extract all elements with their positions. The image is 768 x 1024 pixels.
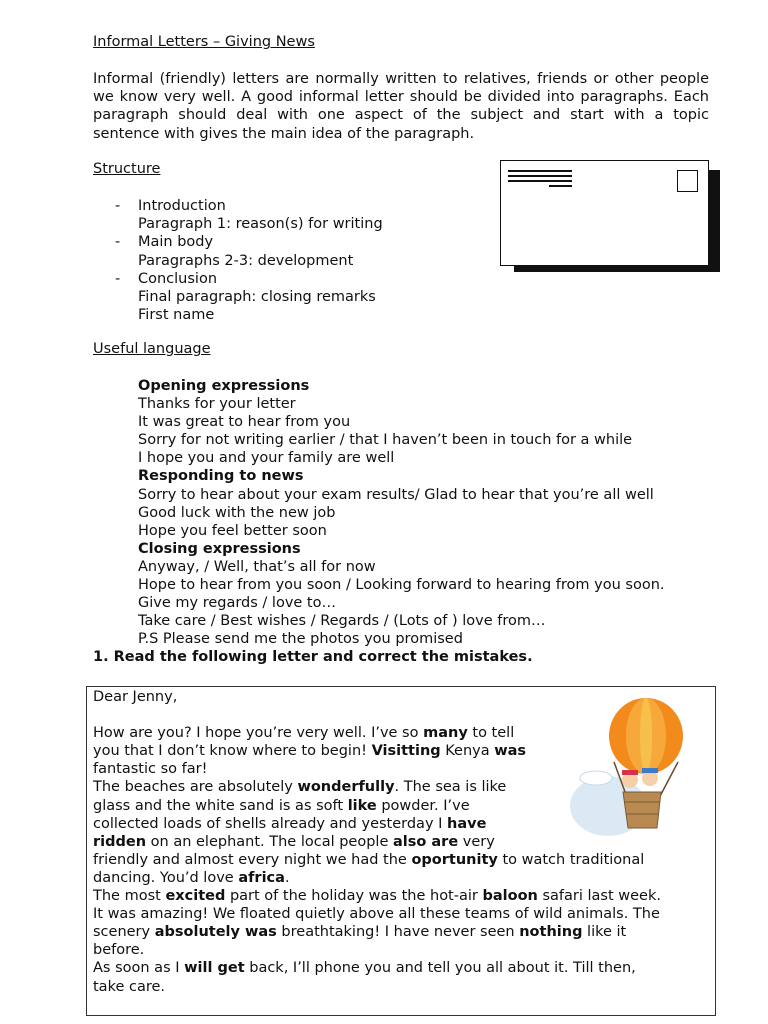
letter-greeting: Dear Jenny, (93, 689, 178, 705)
letter-text: to tell (467, 725, 515, 742)
letter-text: scenery (93, 924, 155, 941)
letter-mistake: will get (184, 960, 245, 977)
letter-mistake: have (447, 815, 487, 832)
letter-text: very (458, 833, 495, 850)
task-instruction: 1. Read the following letter and correct the mistakes. (93, 649, 533, 665)
phrase: Sorry for not writing earlier / that I haven’t been in touch for a while (138, 432, 633, 449)
letter-text: like it (582, 924, 627, 941)
intro-paragraph: Informal (friendly) letters are normally written to relatives, friends or other people we know very well. A good informal letter should be divided into paragraphs. Each paragraph should deal with one aspect of the subject and start with a topic sentence with gives the main idea of the paragraph. (93, 71, 709, 142)
phrase: Good luck with the new job (138, 504, 336, 521)
useful-phrases (138, 377, 665, 648)
letter-text: friendly and almost every night we had the (93, 851, 412, 868)
phrase: Sorry to hear about your exam results/ Glad to hear that you’re all well (138, 486, 654, 503)
phrase: Give my regards / love to… (138, 595, 336, 612)
letter-text: fantastic so far! (93, 761, 208, 778)
letter-mistake: nothing (519, 924, 583, 941)
letter-text: breathtaking! I have never seen (276, 924, 520, 941)
phrase: Hope to hear from you soon / Looking forward to hearing from you soon. (138, 577, 665, 594)
stamp-icon (677, 170, 698, 192)
letter-mistake: absolutely was (154, 924, 277, 941)
letter-line (93, 905, 711, 923)
letter-text: powder. I’ve (376, 797, 470, 814)
envelope-illustration (500, 160, 709, 266)
letter-line (93, 923, 711, 941)
letter-text: on an elephant. The local people (146, 833, 393, 850)
letter-text: As soon as I (93, 960, 185, 977)
letter-mistake: oportunity (411, 851, 498, 868)
letter-text: Kenya (440, 743, 495, 760)
letter-text: glass and the white sand is as soft (93, 797, 348, 814)
letter-mistake: africa (238, 869, 285, 886)
page-title: Informal Letters – Giving News (93, 34, 315, 50)
phrase: Anyway, / Well, that’s all for now (138, 558, 376, 575)
letter-mistake: many (423, 725, 468, 742)
letter-mistake: also are (393, 833, 459, 850)
letter-line (93, 869, 711, 887)
letter-text: part of the holiday was the hot-air (225, 888, 483, 905)
opening-heading: Opening expressions (138, 378, 310, 394)
letter-text: . (284, 869, 290, 886)
letter-text: back, I’ll phone you and tell you all about it. Till then, (244, 960, 636, 977)
letter-line (93, 978, 711, 996)
letter-mistake: baloon (482, 888, 538, 905)
hot-air-balloon-illustration (566, 696, 706, 844)
letter-text: dancing. You’d love (93, 869, 239, 886)
letter-line (93, 887, 711, 905)
phrase: Thanks for your letter (138, 396, 296, 413)
letter-text: The most (93, 888, 166, 905)
responding-heading: Responding to news (138, 468, 304, 485)
phrase: P.S Please send me the photos you promised (138, 631, 463, 648)
letter-text: to watch traditional (497, 851, 645, 868)
letter-text: before. (93, 942, 145, 959)
letter-text: How are you? I hope you’re very well. I’ve so (93, 725, 424, 742)
letter-text: The beaches are absolutely (93, 779, 298, 796)
letter-mistake: wonderfully (297, 779, 395, 796)
useful-language-heading: Useful language (93, 341, 211, 357)
letter-text: It was amazing! We floated quietly above all these teams of wild animals. The (93, 906, 660, 923)
letter-text: . The sea is like (394, 779, 507, 796)
letter-text: you that I don’t know where to begin! (93, 743, 372, 760)
phrase: It was great to hear from you (138, 414, 351, 431)
structure-heading: Structure (93, 161, 161, 177)
letter-mistake: like (347, 797, 377, 814)
letter-text: take care. (93, 978, 166, 995)
letter-text: collected loads of shells already and yesterday I (93, 815, 448, 832)
letter-mistake: ridden (93, 833, 147, 850)
letter-line (93, 941, 711, 959)
phrase: Hope you feel better soon (138, 522, 327, 539)
closing-heading: Closing expressions (138, 540, 301, 557)
letter-mistake: Visitting (371, 743, 441, 760)
letter-mistake: was (494, 743, 527, 760)
letter-mistake: excited (165, 888, 226, 905)
letter-line (93, 959, 711, 977)
letter-text: safari last week. (537, 888, 661, 905)
phrase: I hope you and your family are well (138, 450, 395, 467)
letter-line (93, 851, 711, 869)
phrase: Take care / Best wishes / Regards / (Lots of ) love from… (138, 613, 546, 630)
